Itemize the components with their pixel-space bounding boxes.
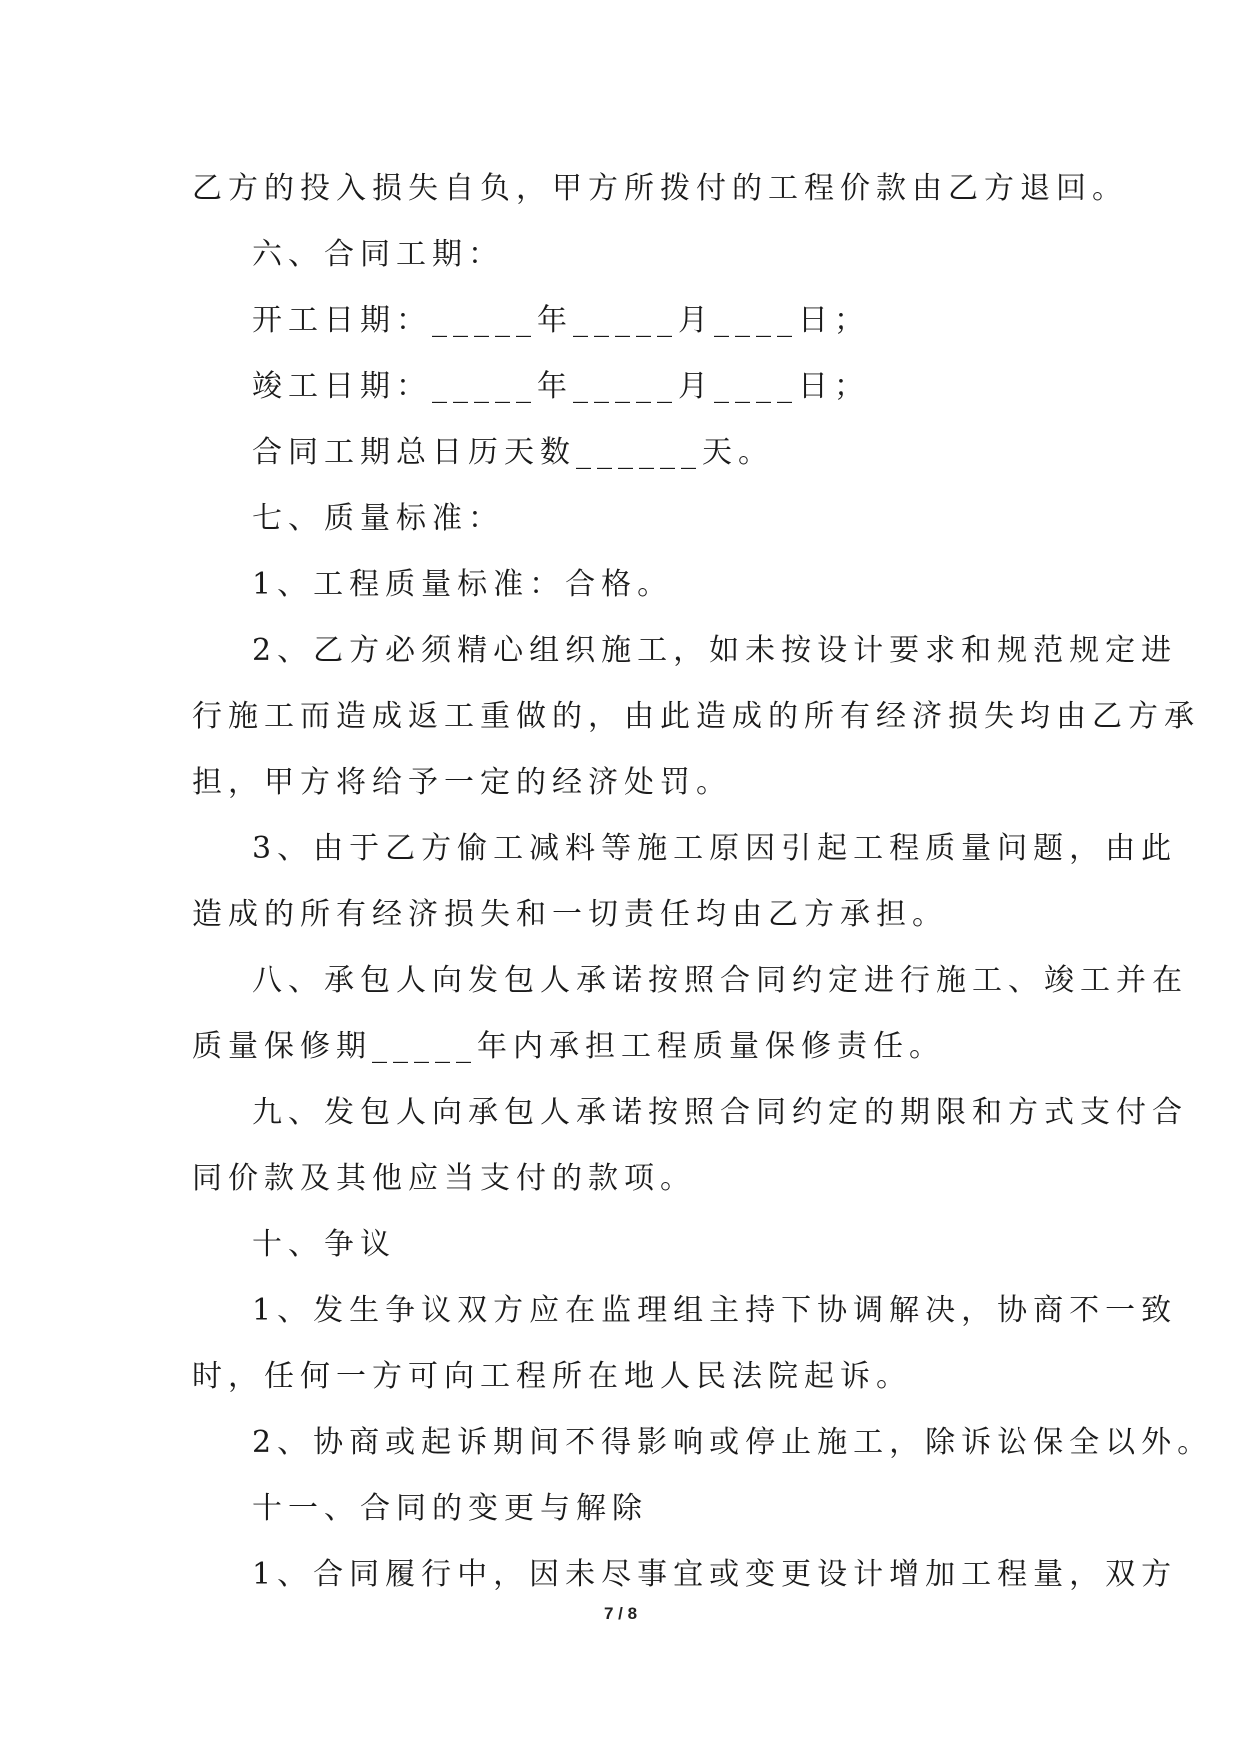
- text-line: 造成的所有经济损失和一切责任均由乙方承担。: [192, 897, 948, 932]
- section-heading-quality-standard: 七、质量标准：: [252, 501, 504, 536]
- text-line: 担，甲方将给予一定的经济处罚。: [192, 765, 732, 800]
- document-body: [192, 156, 1214, 1608]
- text-line: 2、协商或起诉期间不得影响或停止施工，除诉讼保全以外。: [252, 1425, 1214, 1460]
- section-heading-contractor-commitment: 八、承包人向发包人承诺按照合同约定进行施工、竣工并在: [252, 963, 1188, 998]
- text-line: 行施工而造成返工重做的，由此造成的所有经济损失均由乙方承: [192, 699, 1200, 734]
- text-line: 同价款及其他应当支付的款项。: [192, 1161, 696, 1196]
- text-line-start-date: 开工日期：_____年_____月____日；: [252, 303, 870, 338]
- text-line: 1、发生争议双方应在监理组主持下协调解决，协商不一致: [252, 1293, 1178, 1328]
- section-heading-disputes: 十、争议: [252, 1227, 396, 1262]
- text-line: 时，任何一方可向工程所在地人民法院起诉。: [192, 1359, 912, 1394]
- text-line: 2、乙方必须精心组织施工，如未按设计要求和规范规定进: [252, 633, 1178, 668]
- section-heading-contract-change: 十一、合同的变更与解除: [252, 1491, 648, 1526]
- text-line: 3、由于乙方偷工减料等施工原因引起工程质量问题，由此: [252, 831, 1178, 866]
- section-heading-contract-period: 六、合同工期：: [252, 237, 504, 272]
- text-line: 1、合同履行中，因未尽事宜或变更设计增加工程量，双方: [252, 1557, 1178, 1592]
- text-line-completion-date: 竣工日期：_____年_____月____日；: [252, 369, 870, 404]
- text-line: 质量保修期_____年内承担工程质量保修责任。: [192, 1029, 945, 1064]
- page-number: 7 / 8: [603, 1604, 638, 1623]
- text-line: 乙方的投入损失自负，甲方所拨付的工程价款由乙方退回。: [192, 171, 1128, 206]
- text-line-total-days: 合同工期总日历天数______天。: [252, 435, 774, 470]
- text-line: 1、工程质量标准：合格。: [252, 567, 674, 602]
- section-heading-employer-commitment: 九、发包人向承包人承诺按照合同约定的期限和方式支付合: [252, 1095, 1188, 1130]
